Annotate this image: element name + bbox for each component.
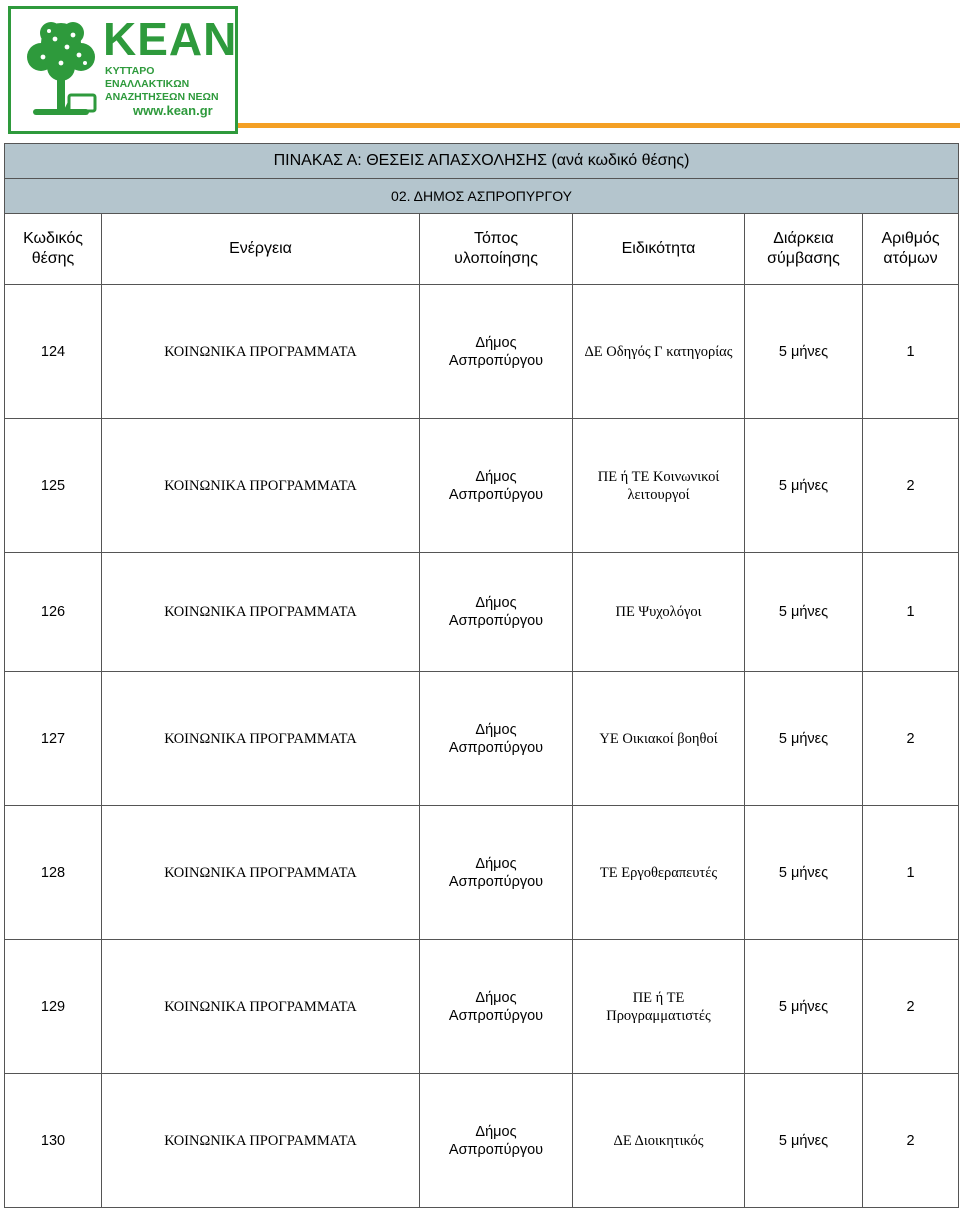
cell-place (420, 553, 573, 672)
cell-duration: 5 μήνες (745, 940, 863, 1074)
cell-specialty (573, 1074, 745, 1208)
cell-specialty (573, 285, 745, 419)
cell-specialty-line2: λειτουργοί (627, 486, 690, 503)
header-duration (745, 214, 863, 285)
cell-count: 2 (863, 672, 959, 806)
cell-activity: ΚΟΙΝΩΝΙΚΑ ΠΡΟΓΡΑΜΜΑΤΑ (102, 672, 420, 806)
positions-table (4, 143, 959, 1208)
cell-code: 129 (5, 940, 102, 1074)
table-row (5, 419, 959, 553)
cell-place-line2: Ασπροπύργου (448, 486, 544, 503)
cell-duration: 5 μήνες (745, 806, 863, 940)
header-duration-line1: Διάρκεια (773, 230, 834, 247)
cell-specialty (573, 940, 745, 1074)
logo-tagline-line1: ΚΥΤΤΑΡΟ ΕΝΑΛΛΑΚΤΙΚΩΝ (105, 65, 190, 90)
table-title: ΠΙΝΑΚΑΣ Α: ΘΕΣΕΙΣ ΑΠΑΣΧΟΛΗΣΗΣ (ανά κωδικό θέσης) (5, 144, 959, 179)
cell-code: 128 (5, 806, 102, 940)
header-place-line2: υλοποίησης (454, 250, 538, 267)
logo-brand-text: KEAN (103, 13, 238, 65)
accent-bar (238, 123, 960, 128)
cell-place-line2: Ασπροπύργου (448, 613, 544, 629)
logo-tagline-line2: ΑΝΑΖΗΤΗΣΕΩΝ ΝΕΩΝ (105, 91, 219, 103)
header-count-line2: ατόμων (883, 250, 938, 267)
kean-logo (8, 6, 238, 134)
table-row (5, 285, 959, 419)
cell-specialty-line1: ΤΕ Εργοθεραπευτές (599, 864, 718, 881)
cell-place-line2: Ασπροπύργου (448, 739, 544, 756)
table-header-row (5, 214, 959, 285)
header-count-line1: Αριθμός (881, 230, 940, 247)
cell-place-line2: Ασπροπύργου (448, 873, 544, 890)
cell-code: 126 (5, 553, 102, 672)
cell-code: 130 (5, 1074, 102, 1208)
cell-place-line2: Ασπροπύργου (448, 1007, 544, 1024)
cell-count: 1 (863, 285, 959, 419)
header-count (863, 214, 959, 285)
logo-tagline (105, 65, 235, 104)
cell-specialty (573, 553, 745, 672)
header-duration-line2: σύμβασης (767, 250, 840, 267)
cell-activity: ΚΟΙΝΩΝΙΚΑ ΠΡΟΓΡΑΜΜΑΤΑ (102, 553, 420, 672)
header-activity: Ενέργεια (102, 214, 420, 285)
cell-place-line1: Δήμος (475, 468, 517, 485)
table-row (5, 806, 959, 940)
header-code (5, 214, 102, 285)
tree-icon (21, 17, 101, 129)
cell-place (420, 419, 573, 553)
cell-place-line2: Ασπροπύργου (448, 1141, 544, 1158)
header-place-line1: Τόπος (473, 230, 519, 247)
cell-count: 2 (863, 1074, 959, 1208)
table-title-row (5, 144, 959, 179)
table-row (5, 1074, 959, 1208)
cell-code: 127 (5, 672, 102, 806)
cell-specialty-line1: ΠΕ ή ΤΕ Κοινωνικοί (597, 468, 720, 485)
cell-place-line1: Δήμος (475, 334, 517, 351)
table-subtitle-row (5, 179, 959, 214)
cell-duration: 5 μήνες (745, 553, 863, 672)
cell-place (420, 940, 573, 1074)
table-row (5, 940, 959, 1074)
cell-count: 1 (863, 553, 959, 672)
header-place (420, 214, 573, 285)
table-row (5, 553, 959, 672)
cell-place-line2: Ασπροπύργου (448, 352, 544, 369)
table-subtitle: 02. ΔΗΜΟΣ ΑΣΠΡΟΠΥΡΓΟΥ (5, 179, 959, 214)
cell-place (420, 1074, 573, 1208)
cell-count: 2 (863, 940, 959, 1074)
cell-count: 1 (863, 806, 959, 940)
logo-url: www.kean.gr (133, 103, 213, 118)
cell-place (420, 806, 573, 940)
cell-place-line1: Δήμος (475, 989, 517, 1006)
cell-activity: ΚΟΙΝΩΝΙΚΑ ΠΡΟΓΡΑΜΜΑΤΑ (102, 419, 420, 553)
cell-activity: ΚΟΙΝΩΝΙΚΑ ΠΡΟΓΡΑΜΜΑΤΑ (102, 940, 420, 1074)
cell-specialty (573, 806, 745, 940)
cell-duration: 5 μήνες (745, 285, 863, 419)
cell-specialty-line1: ΔΕ Οδηγός Γ κατηγορίας (584, 343, 733, 360)
cell-code: 124 (5, 285, 102, 419)
cell-code: 125 (5, 419, 102, 553)
cell-specialty-line1: ΠΕ ή ΤΕ (632, 989, 685, 1006)
cell-activity: ΚΟΙΝΩΝΙΚΑ ΠΡΟΓΡΑΜΜΑΤΑ (102, 285, 420, 419)
cell-place-line1: Δήμος (475, 721, 517, 738)
cell-specialty (573, 672, 745, 806)
cell-specialty-line1: ΔΕ Διοικητικός (613, 1132, 704, 1149)
cell-specialty-line1: ΠΕ Ψυχολόγοι (615, 604, 702, 620)
cell-count: 2 (863, 419, 959, 553)
cell-duration: 5 μήνες (745, 1074, 863, 1208)
cell-place-line1: Δήμος (475, 595, 517, 611)
cell-specialty-line2: Προγραμματιστές (606, 1007, 711, 1024)
cell-place (420, 672, 573, 806)
cell-activity: ΚΟΙΝΩΝΙΚΑ ΠΡΟΓΡΑΜΜΑΤΑ (102, 806, 420, 940)
cell-duration: 5 μήνες (745, 672, 863, 806)
cell-specialty-line1: ΥΕ Οικιακοί βοηθοί (599, 730, 718, 747)
cell-duration: 5 μήνες (745, 419, 863, 553)
header-specialty: Ειδικότητα (573, 214, 745, 285)
cell-place-line1: Δήμος (475, 1123, 517, 1140)
cell-place-line1: Δήμος (475, 855, 517, 872)
cell-specialty (573, 419, 745, 553)
cell-place (420, 285, 573, 419)
header-code-line2: θέσης (31, 250, 75, 267)
header-code-line1: Κωδικός (23, 230, 83, 247)
cell-activity: ΚΟΙΝΩΝΙΚΑ ΠΡΟΓΡΑΜΜΑΤΑ (102, 1074, 420, 1208)
table-row (5, 672, 959, 806)
